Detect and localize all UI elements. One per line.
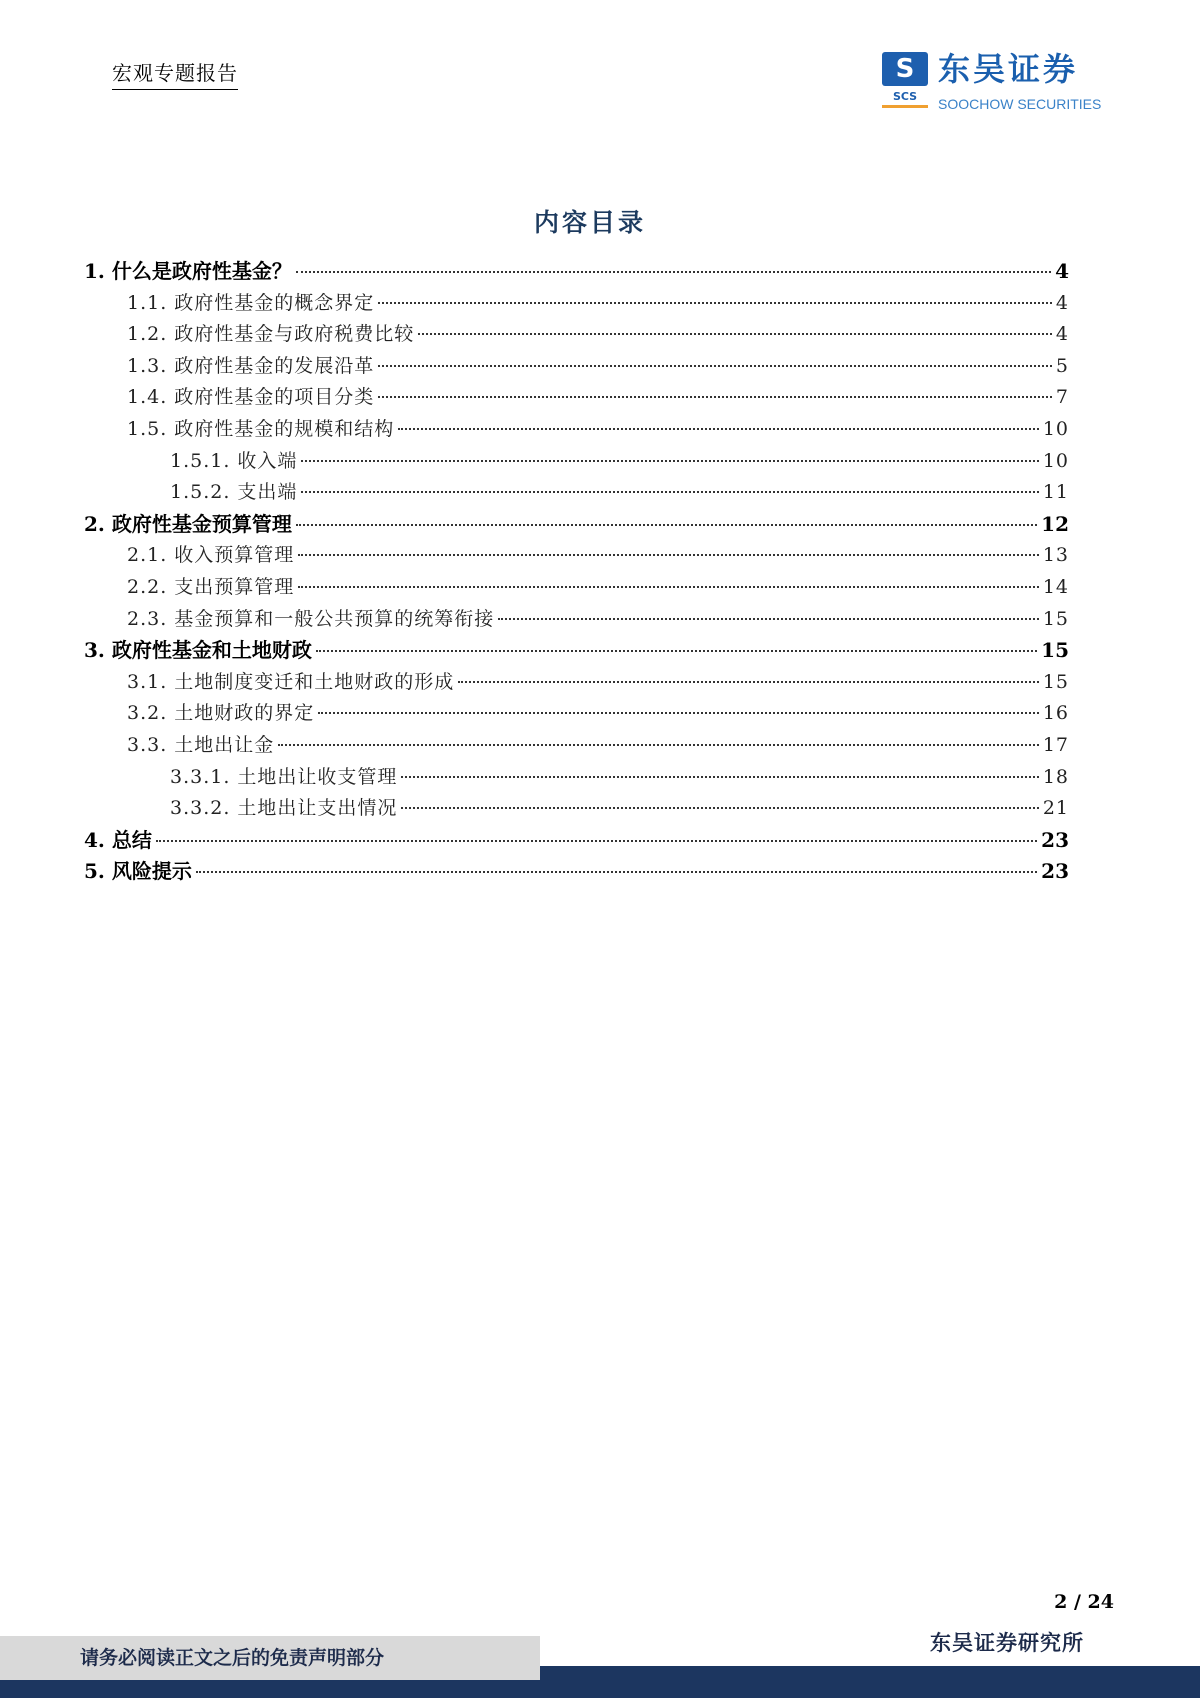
toc-entry-page: 17 [1042, 734, 1069, 756]
page-number: 2 / 24 [1054, 1591, 1114, 1613]
dot-leader [398, 428, 1039, 430]
dot-leader [278, 744, 1039, 746]
dot-leader [156, 840, 1037, 842]
toc-entry[interactable] [127, 605, 1069, 635]
toc-entry-label: 1.5.1. 收入端 [170, 449, 298, 472]
toc-entry-page: 15 [1042, 607, 1069, 630]
scs-logo-icon: S [882, 52, 928, 86]
toc-entry[interactable] [84, 510, 1069, 540]
report-type-label: 宏观专题报告 [112, 60, 238, 90]
dot-leader [296, 524, 1037, 526]
toc-entry[interactable] [127, 289, 1069, 319]
toc-entry-label: 3. 政府性基金和土地财政 [84, 638, 312, 663]
dot-leader [301, 460, 1038, 462]
dot-leader [316, 650, 1037, 652]
toc-entry-page: 10 [1042, 449, 1069, 472]
dot-leader [196, 871, 1037, 873]
toc-entry-label: 1.5. 政府性基金的规模和结构 [127, 418, 395, 440]
toc-entry-label: 3.2. 土地财政的界定 [127, 702, 315, 725]
dot-leader [458, 681, 1039, 683]
toc-entry[interactable] [127, 731, 1069, 761]
toc-entry[interactable] [84, 857, 1069, 887]
dot-leader [418, 333, 1052, 335]
toc-entry-page: 14 [1042, 576, 1069, 598]
toc-entry-label: 3.3. 土地出让金 [127, 734, 275, 756]
toc-entry-page: 21 [1042, 797, 1069, 820]
toc-entry-page: 5 [1055, 354, 1069, 377]
toc-entry[interactable] [127, 668, 1069, 698]
toc-entry-label: 2.2. 支出预算管理 [127, 576, 295, 598]
toc-entry-label: 5. 风险提示 [84, 859, 192, 884]
toc-entry-page: 13 [1042, 544, 1069, 567]
toc-entry[interactable] [84, 257, 1069, 287]
dot-leader [301, 491, 1038, 493]
toc-entry[interactable] [127, 541, 1069, 571]
dot-leader [401, 807, 1038, 809]
toc-entry[interactable] [170, 447, 1069, 477]
toc-entry[interactable] [170, 763, 1069, 793]
toc-entry[interactable] [127, 320, 1069, 350]
logo-abbr: SCS [882, 90, 928, 108]
institute-name: 东吴证券研究所 [930, 1630, 1084, 1655]
toc-entry-label: 1.5.2. 支出端 [170, 481, 298, 504]
toc-entry[interactable] [170, 794, 1069, 824]
logo-cn: 东吴证券 [938, 50, 1079, 88]
soochow-securities-logo [882, 50, 1142, 116]
toc-entry-label: 1. 什么是政府性基金？ [84, 259, 292, 283]
toc-entry-page: 16 [1042, 702, 1069, 725]
toc-entry[interactable] [84, 636, 1069, 666]
toc-entry-label: 1.2. 政府性基金与政府税费比较 [127, 323, 415, 346]
toc-entry-page: 11 [1042, 481, 1069, 504]
dot-leader [296, 271, 1051, 273]
toc-entry-label: 1.1. 政府性基金的概念界定 [127, 291, 375, 314]
toc-entry-page: 23 [1041, 827, 1069, 852]
toc-entry-label: 2.3. 基金预算和一般公共预算的统筹衔接 [127, 607, 495, 630]
toc-entry-label: 1.4. 政府性基金的项目分类 [127, 386, 375, 409]
toc-entry[interactable] [127, 415, 1069, 445]
toc-entry-page: 4 [1055, 323, 1069, 346]
dot-leader [378, 396, 1052, 398]
logo-en: SOOCHOW SECURITIES [938, 96, 1102, 112]
toc-entry[interactable] [127, 352, 1069, 382]
footer-band [540, 1666, 1200, 1680]
toc-entry[interactable] [84, 826, 1069, 856]
toc-entry-label: 2.1. 收入预算管理 [127, 544, 295, 567]
toc-title: 内容目录 [533, 208, 646, 237]
toc-entry-label: 3.3.1. 土地出让收支管理 [170, 765, 398, 788]
toc-entry-label: 3.3.2. 土地出让支出情况 [170, 797, 398, 820]
toc-entry-label: 4. 总结 [84, 827, 152, 852]
toc-entry[interactable] [170, 478, 1069, 508]
toc-entry-label: 1.3. 政府性基金的发展沿革 [127, 354, 375, 377]
footer-band-bottom [0, 1680, 1200, 1698]
toc-entry-page: 15 [1041, 638, 1069, 663]
disclaimer-notice: 请务必阅读正文之后的免责声明部分 [0, 1636, 540, 1680]
dot-leader [298, 586, 1039, 588]
toc-entry-page: 4 [1055, 259, 1069, 283]
toc-entry-page: 23 [1041, 859, 1069, 884]
toc-entry-page: 7 [1055, 386, 1069, 409]
dot-leader [318, 712, 1039, 714]
toc-entry-label: 2. 政府性基金预算管理 [84, 511, 292, 536]
dot-leader [401, 776, 1038, 778]
dot-leader [298, 554, 1039, 556]
toc-entry-label: 3.1. 土地制度变迁和土地财政的形成 [127, 670, 455, 693]
toc-entry-page: 4 [1055, 291, 1069, 314]
toc-entry[interactable] [127, 383, 1069, 413]
toc-entry[interactable] [127, 573, 1069, 603]
toc-entry-page: 12 [1041, 511, 1069, 536]
toc-entry-page: 18 [1042, 765, 1069, 788]
dot-leader [378, 365, 1052, 367]
dot-leader [378, 302, 1052, 304]
toc-entry-page: 10 [1042, 418, 1069, 440]
toc-entry-page: 15 [1042, 670, 1069, 693]
dot-leader [498, 618, 1039, 620]
toc-entry[interactable] [127, 699, 1069, 729]
